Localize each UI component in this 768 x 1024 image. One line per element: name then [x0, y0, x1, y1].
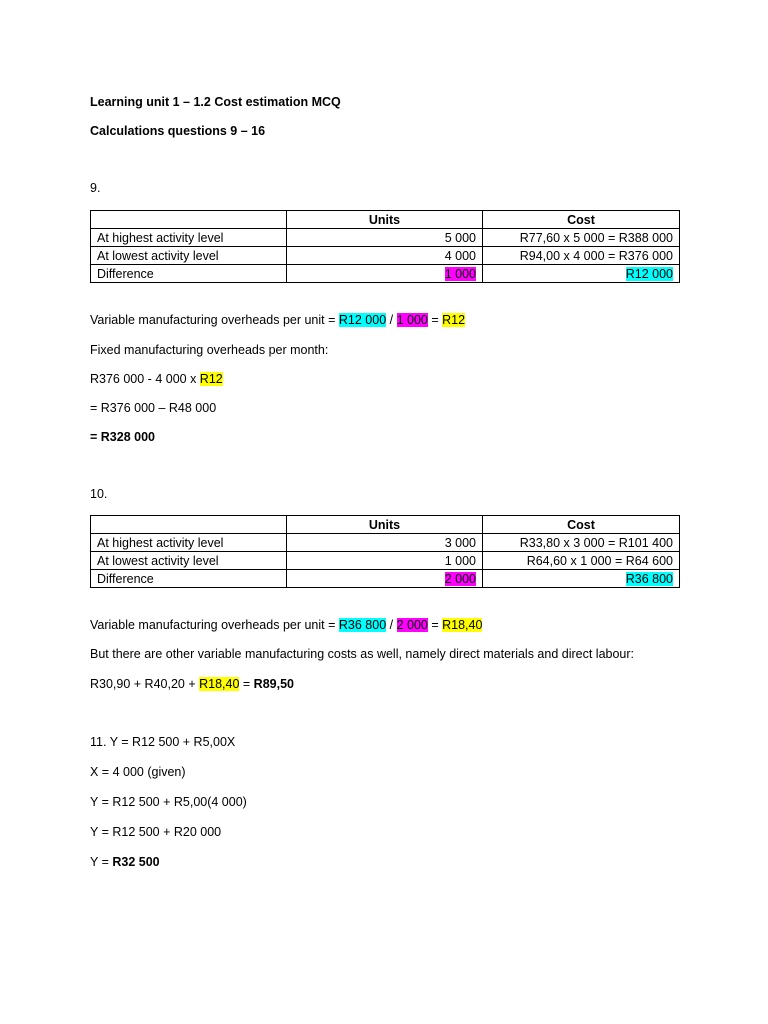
highlight-cyan: R36 800: [625, 571, 673, 586]
cost-cell: R77,60 x 5 000 = R388 000: [483, 229, 680, 247]
q10-other-costs-text: But there are other variable manufacturing costs as well, namely direct materials and direct labour:: [90, 647, 635, 661]
cost-cell: [483, 265, 680, 283]
highlight-yellow: R18,40: [199, 677, 240, 691]
units-cell: 4 000: [287, 247, 483, 265]
table-header-cell: Units: [287, 211, 483, 229]
table-row: [91, 247, 680, 265]
q11-line-4: Y = R12 500 + R20 000: [90, 825, 222, 839]
row-label: Difference: [91, 570, 287, 588]
table-row: [91, 552, 680, 570]
text: =: [427, 618, 443, 632]
highlight-magenta: 1 000: [444, 266, 476, 281]
row-label: At highest activity level: [91, 534, 287, 552]
text: Variable manufacturing overheads per unit =: [90, 618, 339, 632]
text: /: [386, 618, 397, 632]
table-header-row: [91, 211, 680, 229]
table-header-cell: Units: [287, 516, 483, 534]
q10-variable-overhead-line: [90, 617, 482, 633]
question-10-label: 10.: [90, 487, 108, 501]
q11-line-2: X = 4 000 (given): [90, 765, 186, 779]
text: /: [386, 313, 397, 327]
text: =: [427, 313, 443, 327]
q9-variable-overhead-line: [90, 312, 465, 328]
row-label: At lowest activity level: [91, 247, 287, 265]
cost-cell: R94,00 x 4 000 = R376 000: [483, 247, 680, 265]
q9-fixed-label: Fixed manufacturing overheads per month:: [90, 343, 329, 357]
table-row: [91, 265, 680, 283]
document-subtitle: Calculations questions 9 – 16: [90, 124, 266, 138]
q9-step-2: = R376 000 – R48 000: [90, 401, 217, 415]
row-label: At lowest activity level: [91, 552, 287, 570]
table-row: [91, 229, 680, 247]
q10-answer: R89,50: [253, 677, 294, 691]
table-row: [91, 534, 680, 552]
question-9-label: 9.: [90, 181, 101, 195]
highlight-yellow: R18,40: [442, 618, 483, 632]
text: R30,90 + R40,20 +: [90, 677, 200, 691]
row-label: At highest activity level: [91, 229, 287, 247]
row-label: Difference: [91, 265, 287, 283]
q11-line-1: 11. Y = R12 500 + R5,00X: [90, 735, 236, 749]
highlight-cyan: R12 000: [338, 313, 387, 327]
units-cell: 5 000: [287, 229, 483, 247]
highlight-magenta: 2 000: [444, 571, 476, 586]
cost-cell: R64,60 x 1 000 = R64 600: [483, 552, 680, 570]
table-row: [91, 570, 680, 588]
q10-sum-line: [90, 676, 294, 692]
question-9-table: [90, 210, 680, 283]
q9-answer: = R328 000: [90, 430, 155, 444]
text: =: [239, 677, 254, 691]
units-cell: 1 000: [287, 552, 483, 570]
q9-step-1: [90, 371, 223, 387]
q11-answer-line: [90, 854, 160, 870]
units-cell: 3 000: [287, 534, 483, 552]
cost-cell: [483, 570, 680, 588]
q11-answer: R32 500: [112, 855, 160, 869]
question-10-table: [90, 515, 680, 588]
text: Variable manufacturing overheads per unit =: [90, 313, 339, 327]
document-title: Learning unit 1 – 1.2 Cost estimation MCQ: [90, 95, 341, 109]
table-header-cell: Cost: [483, 211, 680, 229]
highlight-cyan: R12 000: [625, 266, 673, 281]
table-header-cell: Cost: [483, 516, 680, 534]
units-cell: [287, 570, 483, 588]
text: Y =: [90, 855, 113, 869]
highlight-cyan: R36 800: [338, 618, 387, 632]
table-header-row: [91, 516, 680, 534]
highlight-yellow: R12: [442, 313, 466, 327]
cost-cell: R33,80 x 3 000 = R101 400: [483, 534, 680, 552]
q11-line-3: Y = R12 500 + R5,00(4 000): [90, 795, 247, 809]
units-cell: [287, 265, 483, 283]
table-header-cell: [91, 516, 287, 534]
highlight-magenta: 1 000: [396, 313, 428, 327]
highlight-magenta: 2 000: [396, 618, 428, 632]
text: R376 000 - 4 000 x: [90, 372, 200, 386]
highlight-yellow: R12: [199, 372, 223, 386]
table-header-cell: [91, 211, 287, 229]
